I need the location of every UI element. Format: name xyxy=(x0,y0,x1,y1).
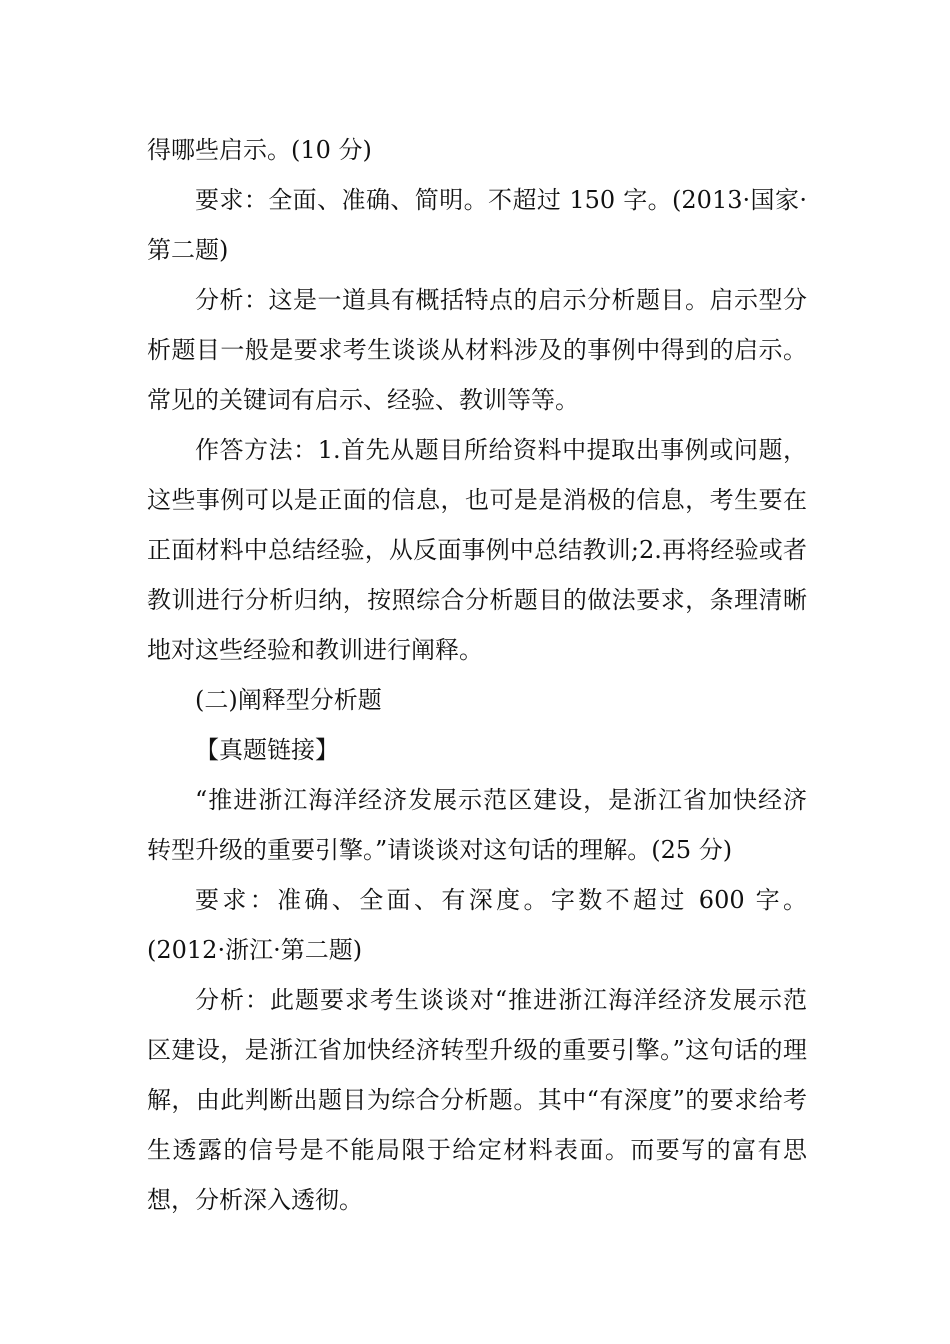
paragraph-method: 作答方法：1.首先从题目所给资料中提取出事例或问题，这些事例可以是正面的信息，也可是是消极的信息，考生要在正面材料中总结经验，从反面事例中总结教训;2.再将经验或者教训进行分析归纳，按照综合分析题目的做法要求，条理清晰地对这些经验和教训进行阐释。 xyxy=(147,436,807,664)
paragraph-requirement-2: 要求：准确、全面、有深度。字数不超过 600 字。(2012·浙江·第二题) xyxy=(147,886,807,964)
paragraph-analysis-1: 分析：这是一道具有概括特点的启示分析题目。启示型分析题目一般是要求考生谈谈从材料涉及的事例中得到的启示。常见的关键词有启示、经验、教训等等。 xyxy=(147,286,807,414)
paragraph-analysis-2: 分析：此题要求考生谈谈对“推进浙江海洋经济发展示范区建设，是浙江省加快经济转型升级的重要引擎。”这句话的理解，由此判断出题目为综合分析题。其中“有深度”的要求给考生透露的信号是不能局限于给定材料表面。而要写的富有思想，分析深入透彻。 xyxy=(147,986,807,1214)
paragraph-question: “推进浙江海洋经济发展示范区建设，是浙江省加快经济转型升级的重要引擎。”请谈谈对这句话的理解。(25 分) xyxy=(147,786,807,864)
document-body xyxy=(147,125,807,1225)
paragraph-continuation: 得哪些启示。(10 分) xyxy=(147,136,372,164)
section-heading: (二)阐释型分析题 xyxy=(195,686,382,714)
paragraph-requirement-1: 要求：全面、准确、简明。不超过 150 字。(2013·国家·第二题) xyxy=(147,186,807,264)
exam-link-heading: 【真题链接】 xyxy=(195,736,339,764)
